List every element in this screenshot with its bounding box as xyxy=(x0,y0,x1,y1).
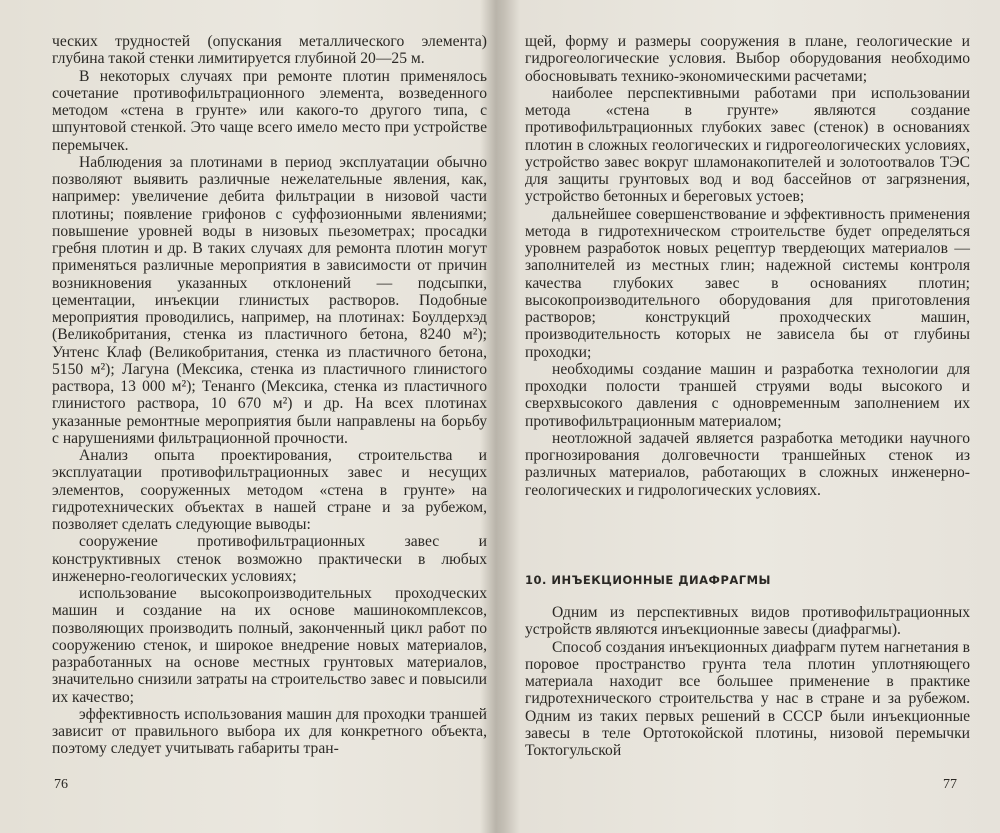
right-page xyxy=(505,0,1000,833)
paragraph: В некоторых случаях при ремонте плотин применялось сочетание противофильтрационного элемента, возведенного методом «стена в грунте» или какого-то другого типа, с шпунтовой стенкой. Это чаще всего имело место при устройстве перемычек. xyxy=(52,67,487,154)
paragraph: Способ создания инъекционных диафрагм путем нагнетания в поровое пространство грунта тела плотин уплотняющего материала находит все большее применение в практике гидротехнического строительства у нас в стране и за рубежом. Одним из таких первых решений в СССР были инъекционные завесы в теле Ортотокойской плотины, низовой перемычки Токтогульской xyxy=(525,638,970,759)
paragraph: Наблюдения за плотинами в период эксплуатации обычно позволяют выявить различные нежелательные явления, как, например: увеличение дебита фильтрации в низовой части плотины; появление грифонов с суффозионными явлениями; повышение уровней воды в низовых пьезометрах; просадки гребня плотин и др. В таких случаях для ремонта плотин могут применяться различные мероприятия в зависимости от причин возникновения указанных отклонений — подсыпки, цементации, инъекции глинистых растворов. Подобные мероприятия проводились, например, на плотинах: Боулдерхэд (Великобритания, стенка из пластичного бетона, 8240 м²); Унтенс Клаф (Великобритания, стенка из пластичного бетона, 5150 м²); Лагуна (Мексика, стенка из пластичного глинистого раствора, 13 000 м²); Тенанго (Мексика, стенка из пластичного глинистого раствора, 10 670 м²) и др. На всех плотинах указанные ремонтные мероприятия были направлены на борьбу с нарушениями фильтрационной прочности. xyxy=(52,153,487,447)
list-item: эффективность использования машин для проходки траншей зависит от правильного выбора их для конкретного объекта, поэтому следует учитывать габариты тран- xyxy=(52,705,487,758)
list-item: дальнейшее совершенствование и эффективность применения метода в гидротехническом строительстве будет определяться уровнем разработок новых рецептур твердеющих материалов — заполнителей из местных глин; надежной системы контроля качества глубоких завес в основаниях плотин; высокопроизводительного оборудования для приготовления растворов; конструкций проходческих машин, производительность которых не зависела бы от глубины проходки; xyxy=(525,205,970,361)
list-item: неотложной задачей является разработка методики научного прогнозирования долговечности траншейных стенок из различных материалов, работающих в сложных инженерно-геологических и гидрологических условиях. xyxy=(525,429,970,499)
left-page xyxy=(0,0,495,833)
list-item: необходимы создание машин и разработка технологии для проходки полости траншей струями воды высокого и сверхвысокого давления с одновременным заполнением их противофильтрационным материалом; xyxy=(525,360,970,430)
list-item: сооружение противофильтрационных завес и конструктивных стенок возможно практически в любых инженерно-геологических условиях; xyxy=(52,533,487,585)
left-page-text xyxy=(52,33,487,758)
paragraph: Одним из перспективных видов противофильтрационных устройств являются инъекционные завесы (диафрагмы). xyxy=(525,604,970,639)
list-item: использование высокопроизводительных проходческих машин и создание на их основе машинокомплексов, позволяющих производить полный, законченный цикл работ по сооружению стенок, и широкое внедрение новых материалов, разработанных на основе местных грунтовых материалов, значительно снизили затраты на строительство завес и повысили их качество; xyxy=(52,585,487,706)
paragraph: ческих трудностей (опускания металлического элемента) глубина такой стенки лимитируется глубиной 20—25 м. xyxy=(52,33,487,68)
section-heading: 10. ИНЪЕКЦИОННЫЕ ДИАФРАГМЫ xyxy=(525,573,771,587)
list-item: наиболее перспективными работами при использовании метода «стена в грунте» являются создание противофильтрационных глубоких завес (стенок) в основаниях плотин в сложных геологических и гидрогеологических условиях, устройство завес вокруг шламонакопителей и золотоотвалов ТЭС для защиты грунтовых вод и вод бассейнов от загрязнения, устройство бетонных и береговых устоев; xyxy=(525,84,970,206)
list-item: щей, форму и размеры сооружения в плане, геологические и гидрогеологические условия. Выбор оборудования необходимо обосновывать технико-экономическими расчетами; xyxy=(525,33,970,85)
page-number: 77 xyxy=(943,777,957,792)
page-number: 76 xyxy=(54,777,68,792)
paragraph: Анализ опыта проектирования, строительства и эксплуатации противофильтрационных завес и несущих элементов, сооруженных методом «стена в грунте» на гидротехнических объектах в нашей стране и за рубежом, позволяет сделать следующие выводы: xyxy=(52,447,487,533)
right-page-text xyxy=(525,33,970,499)
section-text xyxy=(525,604,970,759)
